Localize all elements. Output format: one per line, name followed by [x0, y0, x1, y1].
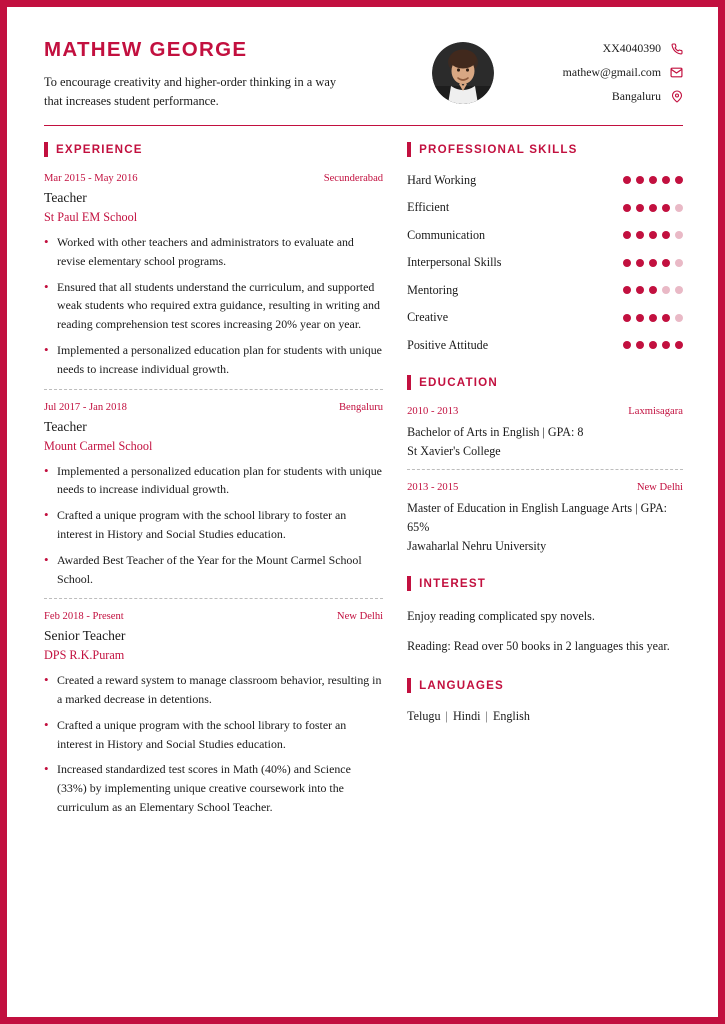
- resume-body: [44, 142, 683, 824]
- experience-organization: St Paul EM School: [44, 209, 138, 224]
- contact-location-value: Bangaluru: [611, 88, 661, 103]
- section-marker-icon: [407, 375, 411, 390]
- experience-divider: [44, 389, 383, 390]
- skill-rating: [623, 176, 683, 184]
- location-icon: [670, 90, 683, 103]
- experience-organization: DPS R.K.Puram: [44, 648, 125, 663]
- contact-location[interactable]: [563, 90, 683, 103]
- skill-item: [407, 173, 683, 188]
- experience-bullets: [44, 462, 383, 589]
- experience-date: Feb 2018 - Present: [44, 611, 124, 623]
- education-school: St Xavier's College: [407, 444, 501, 459]
- list-item: • Implemented a personalized education plan for students with unique needs to increase individual growth.: [44, 341, 383, 379]
- section-header-skills: [407, 142, 683, 157]
- section-marker-icon: [407, 678, 411, 693]
- skill-item: [407, 255, 683, 270]
- skills-list: [407, 173, 683, 353]
- contact-email-value: mathew@gmail.com: [562, 64, 661, 79]
- experience-item: [44, 173, 383, 379]
- experience-bullets: [44, 233, 383, 379]
- experience-location: Bengaluru: [338, 401, 384, 413]
- experience-divider: [44, 598, 383, 599]
- education-meta: [407, 482, 683, 493]
- resume-content: [14, 14, 711, 1010]
- header-divider: [44, 125, 683, 126]
- avatar: [432, 42, 494, 104]
- interest-text: Enjoy reading complicated spy novels.: [407, 609, 595, 624]
- education-divider: [407, 469, 683, 470]
- skill-label: Communication: [407, 227, 486, 242]
- skill-item: [407, 200, 683, 215]
- experience-bullets: [44, 671, 383, 817]
- experience-item: [44, 611, 383, 817]
- profile-photo-icon: [432, 42, 494, 104]
- section-marker-icon: [44, 142, 48, 157]
- education-date: 2013 - 2015: [407, 482, 459, 494]
- skill-item: [407, 310, 683, 325]
- list-item: • Created a reward system to manage classroom behavior, resulting in a marked decrease in detentions.: [44, 671, 383, 709]
- skill-label: Efficient: [407, 200, 450, 215]
- education-item: [407, 482, 683, 554]
- list-item: • Awarded Best Teacher of the Year for the Mount Carmel School School.: [44, 551, 383, 589]
- list-item: • Increased standardized test scores in Math (40%) and Science (33%) by implementing unique creative coursework into the curriculum as an Elementary School Teacher.: [44, 760, 383, 816]
- skill-label: Interpersonal Skills: [407, 255, 502, 270]
- skill-label: Positive Attitude: [407, 337, 489, 352]
- education-meta: [407, 406, 683, 417]
- experience-date: Mar 2015 - May 2016: [44, 172, 138, 184]
- section-title-languages: LANGUAGES: [419, 678, 504, 692]
- skill-rating: [623, 286, 683, 294]
- skill-rating: [623, 314, 683, 322]
- skill-rating: [623, 259, 683, 267]
- page-title: MATHEW GEORGE: [44, 38, 248, 61]
- list-item: • Crafted a unique program with the school library to foster an interest in History and Social Studies education.: [44, 506, 383, 544]
- section-header-interest: [407, 576, 683, 591]
- resume-header: [44, 40, 683, 125]
- languages-list: Telugu | Hindi | English: [407, 708, 530, 723]
- contact-phone-value: XX4040390: [602, 40, 661, 55]
- section-title-skills: PROFESSIONAL SKILLS: [419, 142, 578, 156]
- right-column: [407, 142, 683, 824]
- education-degree: Master of Education in English Language Arts | GPA: 65%: [407, 501, 668, 534]
- education-location: New Delhi: [636, 482, 683, 494]
- skill-item: [407, 338, 683, 353]
- section-marker-icon: [407, 142, 411, 157]
- experience-title: Teacher: [44, 418, 87, 434]
- section-header-languages: [407, 678, 683, 693]
- contact-block: [563, 42, 683, 103]
- experience-date: Jul 2017 - Jan 2018: [44, 401, 127, 413]
- section-title-interest: INTEREST: [419, 577, 487, 591]
- skill-rating: [623, 204, 683, 212]
- language-item: English: [492, 708, 530, 723]
- experience-meta: [44, 402, 383, 413]
- mail-icon: [670, 66, 683, 79]
- contact-phone[interactable]: [563, 42, 683, 55]
- education-degree: Bachelor of Arts in English | GPA: 8: [407, 424, 584, 439]
- header-tagline: To encourage creativity and higher-order thinking in a way that increases student performance.: [44, 74, 337, 108]
- experience-item: [44, 402, 383, 589]
- skill-item: [407, 228, 683, 243]
- left-column: [44, 142, 407, 824]
- contact-email[interactable]: [563, 66, 683, 79]
- phone-icon: [670, 42, 683, 55]
- header-identity: [44, 40, 364, 111]
- skill-item: [407, 283, 683, 298]
- skill-rating: [623, 341, 683, 349]
- skill-label: Hard Working: [407, 172, 477, 187]
- section-header-education: [407, 375, 683, 390]
- list-item: • Ensured that all students understand the curriculum, and supported weak students who required extra guidance, resulting in writing and reading comprehension test scores increasing 20% year on year.: [44, 278, 383, 334]
- experience-meta: [44, 173, 383, 184]
- experience-location: New Delhi: [336, 611, 384, 623]
- experience-organization: Mount Carmel School: [44, 438, 153, 453]
- experience-meta: [44, 611, 383, 622]
- education-school: Jawaharlal Nehru University: [407, 539, 547, 554]
- section-title-experience: EXPERIENCE: [56, 142, 143, 156]
- list-item: • Worked with other teachers and administrators to evaluate and revise elementary school programs.: [44, 233, 383, 271]
- list-item: • Crafted a unique program with the school library to foster an interest in History and Social Studies education.: [44, 716, 383, 754]
- language-item: Telugu: [407, 708, 441, 723]
- interest-text: Reading: Read over 50 books in 2 languages this year.: [407, 638, 670, 653]
- skill-label: Mentoring: [407, 282, 459, 297]
- section-header-experience: [44, 142, 383, 157]
- experience-location: Secunderabad: [323, 172, 384, 184]
- skill-rating: [623, 231, 683, 239]
- education-date: 2010 - 2013: [407, 405, 459, 417]
- language-item: Hindi: [452, 708, 481, 723]
- skill-label: Creative: [407, 310, 449, 325]
- section-title-education: EDUCATION: [419, 375, 498, 389]
- section-marker-icon: [407, 576, 411, 591]
- experience-title: Senior Teacher: [44, 628, 126, 644]
- list-item: • Implemented a personalized education plan for students with unique needs to increase individual growth.: [44, 462, 383, 500]
- education-location: Laxmisagara: [628, 405, 683, 417]
- experience-title: Teacher: [44, 189, 87, 205]
- education-item: [407, 406, 683, 459]
